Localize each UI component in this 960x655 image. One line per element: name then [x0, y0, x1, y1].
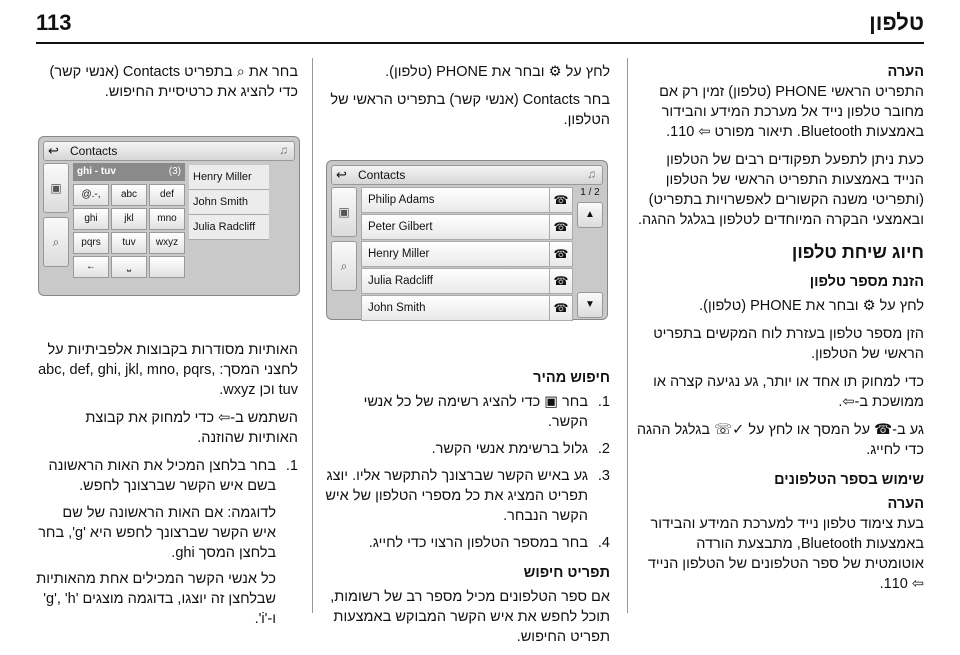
contact-row[interactable]: John Smith ☎ — [361, 295, 573, 321]
phone-icon[interactable]: ☎ — [549, 296, 572, 320]
paragraph: בחר את ⌕ בתפריט Contacts (אנשי קשר) כדי להציג את כרטיסיית החיפוש. — [49, 64, 298, 100]
page-header — [36, 8, 924, 44]
column-divider — [627, 58, 628, 613]
screen-header — [43, 141, 295, 161]
contacts-screen — [326, 160, 608, 320]
paragraph: הזן מספר טלפון בעזרת לוח המקשים בתפריט הראשי של הטלפון. — [653, 326, 924, 362]
contacts-list-icon[interactable]: ▣ — [43, 163, 69, 213]
note-label: הערה — [887, 496, 924, 512]
note-text: התפריט הראשי PHONE (טלפון) זמין רק אם מחובר טלפון נייד אל מערכת המידע והבידור באמצעות Bluetooth. תיאור מפורט ⇦ 110. — [659, 84, 924, 140]
side-buttons — [43, 163, 69, 271]
key[interactable]: tuv — [111, 232, 147, 254]
key[interactable]: def — [149, 184, 185, 206]
contact-row[interactable]: Henry Miller ☎ — [361, 241, 573, 267]
paragraph: לדוגמה: אם האות הראשונה של שם איש הקשר שברצונך לחפש היא 'g', בחר בלחצן המסך ghi. — [38, 505, 276, 561]
phone-icon[interactable]: ☎ — [549, 242, 572, 266]
column-divider — [312, 58, 313, 613]
list-item[interactable]: Julia Radcliff — [189, 215, 269, 240]
search-icon[interactable]: ⌕ — [43, 217, 69, 267]
contact-row[interactable]: Julia Radcliff ☎ — [361, 268, 573, 294]
list-item: 2. גלול ברשימת אנשי הקשר. — [431, 441, 610, 457]
pager — [577, 187, 603, 322]
page-number: 113 — [36, 10, 72, 35]
phone-icon[interactable]: ☎ — [549, 188, 572, 212]
music-note-icon: ♫ — [587, 167, 596, 181]
results-list — [189, 165, 269, 240]
column-right — [636, 62, 924, 602]
heading-search-menu: תפריט חיפוש — [523, 565, 610, 581]
paragraph: גע ב-☎ על המסך או לחץ על ✓☏ בגלגל ההגה כדי לחייג. — [636, 422, 924, 458]
heading-quick-search: חיפוש מהיר — [533, 370, 610, 386]
screen-header — [331, 165, 603, 185]
screen-title: Contacts — [70, 144, 118, 158]
paragraph: השתמש ב-⇦ כדי למחוק את קבוצת האותיות שהוזנה. — [85, 410, 298, 446]
key[interactable]: jkl — [111, 208, 147, 230]
search-icon[interactable]: ⌕ — [331, 241, 357, 291]
list-item[interactable]: Henry Miller — [189, 165, 269, 190]
paragraph: לחץ על ⚙ ובחר את PHONE (טלפון). — [385, 64, 610, 80]
list-item: 4. בחר במספר הטלפון הרצוי כדי לחייג. — [368, 535, 610, 551]
back-icon[interactable]: ↩ — [336, 167, 347, 182]
paragraph: כעת ניתן לתפעל תפקודים רבים של הטלפון הנייד באמצעות התפריט הראשי של הטלפון (ותפריטי משנה הקשורים לאפשרויות בתפריט) ובאמצעי הבקרה המיוחדים לטלפון בגלגל ההגה. — [637, 152, 924, 228]
list-item[interactable]: John Smith — [189, 190, 269, 215]
music-note-icon: ♫ — [279, 143, 288, 157]
list-item: 1. בחר בלחצן המכיל את האות הראשונה בשם איש הקשר שברצונך לחפש. — [48, 458, 298, 494]
heading-dialing: חיוג שיחת טלפון — [791, 242, 924, 262]
paragraph: לחץ על ⚙ ובחר את PHONE (טלפון). — [699, 298, 924, 314]
backspace-key[interactable]: ← — [73, 256, 109, 278]
space-key[interactable]: ⎵ — [111, 256, 147, 278]
key[interactable]: abc — [111, 184, 147, 206]
paragraph: בחר Contacts (אנשי קשר) בתפריט הראשי של הטלפון. — [330, 92, 610, 128]
key[interactable]: wxyz — [149, 232, 185, 254]
paragraph: אם ספר הטלפונים מכיל מספר רב של רשומות, תוכל לחפש את איש הקשר המבוקש באמצעות תפריט החיפוש. — [330, 589, 610, 645]
paragraph: כדי למחוק תו אחד או יותר, גע נגיעה קצרה או ממושכת ב-⇦. — [653, 374, 924, 410]
contact-row[interactable]: Peter Gilbert ☎ — [361, 214, 573, 240]
contacts-list-icon[interactable]: ▣ — [331, 187, 357, 237]
section-title: טלפון — [869, 10, 924, 35]
heading-phonebook: שימוש בספר הטלפונים — [774, 472, 924, 488]
note-label: הערה — [887, 64, 924, 80]
contacts-list — [361, 187, 573, 322]
list-item: 1. בחר ▣ כדי להציג רשימה של כל אנשי הקשר. — [363, 394, 610, 430]
search-keyboard — [73, 163, 185, 278]
key[interactable]: mno — [149, 208, 185, 230]
contact-row[interactable]: Philip Adams ☎ — [361, 187, 573, 213]
phone-icon[interactable]: ☎ — [549, 215, 572, 239]
back-icon[interactable]: ↩ — [48, 143, 59, 158]
search-input[interactable]: (3) ghi - tuv — [73, 163, 185, 181]
key[interactable]: pqrs — [73, 232, 109, 254]
note-text: בעת צימוד טלפון נייד למערכת המידע והבידור באמצעות Bluetooth, מתבצעת הורדה אוטומטית של ספר הטלפונים של הטלפון הנייד ⇦ 110. — [647, 516, 924, 592]
column-middle — [320, 62, 610, 655]
paragraph: האותיות מסודרות בקבוצות אלפביתיות על לחצני המסך: abc, def, ghi, jkl, mno, pqrs, tuv וכן wxyz. — [38, 342, 298, 398]
side-buttons — [331, 187, 357, 295]
list-item: 3. גע באיש הקשר שברצונך להתקשר אליו. יוצג תפריט המציג את כל מספרי הטלפון של איש הקשר הנבחר. — [325, 468, 610, 524]
key[interactable]: @.-, — [73, 184, 109, 206]
heading-enter-number: הזנת מספר טלפון — [809, 274, 924, 290]
phone-icon[interactable]: ☎ — [549, 269, 572, 293]
search-screen — [38, 136, 300, 296]
page-indicator: 1 / 2 — [580, 187, 600, 198]
screen-title: Contacts — [358, 168, 406, 182]
paragraph: כל אנשי הקשר המכילים אחת מהאותיות שבלחצן זה יוצגו, בדוגמה מוצגים 'g', 'h' ו-'i'. — [36, 571, 276, 627]
scroll-down-icon[interactable]: ▼ — [577, 292, 603, 318]
key[interactable]: ghi — [73, 208, 109, 230]
scroll-up-icon[interactable]: ▲ — [577, 202, 603, 228]
key[interactable] — [149, 256, 185, 278]
